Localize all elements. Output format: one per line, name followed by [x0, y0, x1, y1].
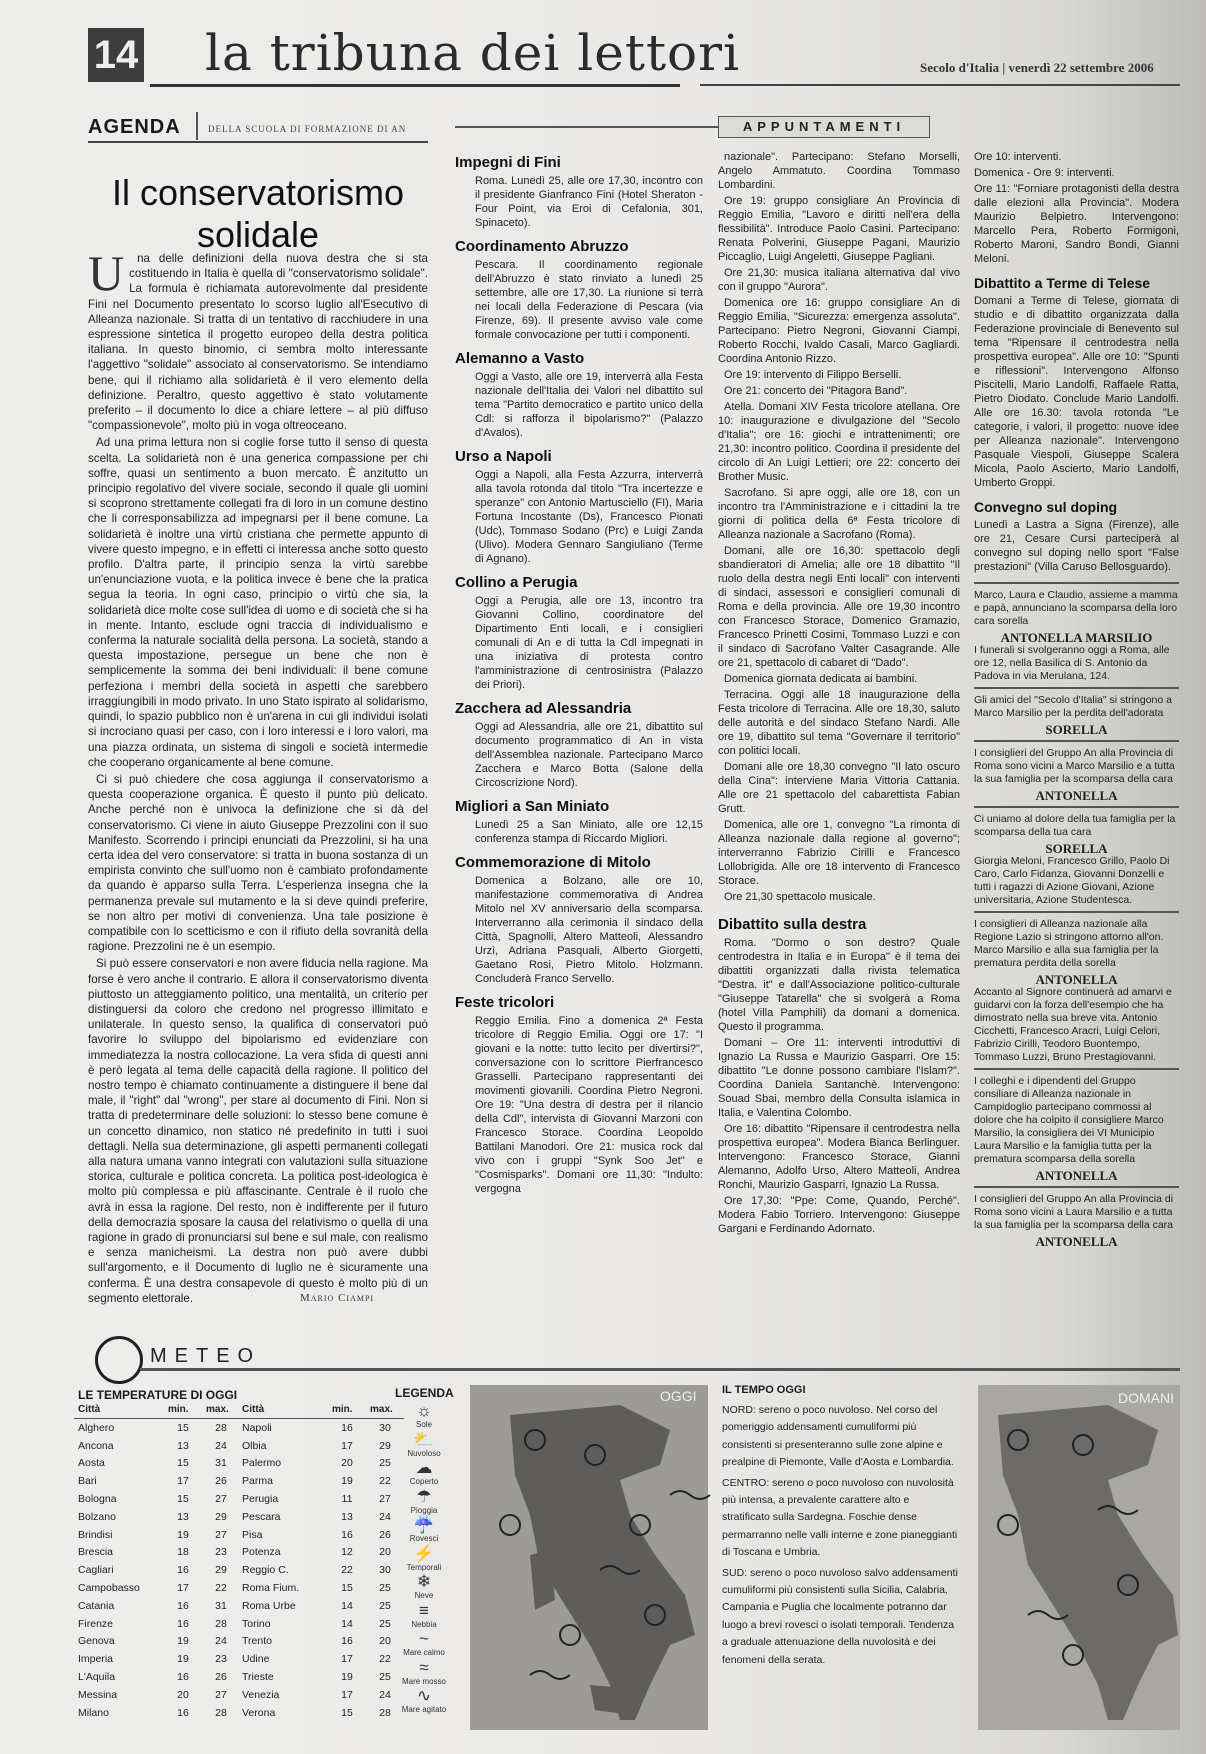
max-temp: 20 — [379, 1546, 391, 1559]
temperature-row — [74, 1633, 240, 1651]
sun-icon: ☼ — [416, 1401, 432, 1420]
italy-landmass — [998, 1405, 1178, 1720]
city-name: Imperia — [78, 1653, 114, 1666]
obituary-text: I consiglieri di Alleanza nazionale alla Regione Lazio si stringono attorno all'on. Marco Marsilio e alla sua famiglia per la prematura perdita della sorella — [974, 918, 1164, 969]
temperature-row — [74, 1472, 240, 1490]
temperature-row — [74, 1597, 240, 1615]
city-name: Venezia — [242, 1688, 280, 1701]
min-temp: 16 — [177, 1617, 189, 1630]
min-temp: 15 — [341, 1582, 353, 1595]
event-text: Roma. Lunedì 25, alle ore 17,30, incontro con il presidente Gianfranco Fini (Hotel Sheraton - Four Point, via Eroi di Cefalonia, 301, Spinaceto). — [475, 175, 703, 229]
obituary-name: ANTONELLA — [1035, 788, 1118, 803]
max-temp: 23 — [215, 1546, 227, 1559]
legend-item — [396, 1659, 452, 1688]
event-title: Dibattito a Terme di Telese — [974, 275, 1151, 291]
legend-label: Neve — [414, 1591, 434, 1600]
event-text: Lunedì a Lastra a Signa (Firenze), alle ore 21, Cesare Cursi parteciperà al convegno sul doping nello sport "False prestazioni" (Villa Caruso Bellosguardo). — [974, 519, 1179, 573]
masthead-date: Secolo d'Italia | venerdì 22 settembre 2006 — [920, 60, 1154, 75]
city-name: Milano — [78, 1706, 109, 1719]
forecast-north: NORD: sereno o poco nuvoloso. Nel corso del pomeriggio addensamenti cumuliformi più consistenti si presenteranno sulle zone alpine e prealpine di Piemonte, Valle d'Aosta e Lombardia. — [722, 1404, 954, 1469]
event-title: Alemanno a Vasto — [455, 350, 585, 367]
legend-item — [396, 1516, 452, 1545]
max-temp: 20 — [379, 1635, 391, 1648]
city-name: Palermo — [242, 1457, 282, 1470]
obituary-name: ANTONELLA — [1035, 972, 1118, 987]
storm-icon: ⚡ — [413, 1543, 435, 1563]
max-temp: 28 — [215, 1617, 227, 1630]
event-text: Oggi a Napoli, alla Festa Azzurra, interverrà alla tavola rotonda dal titolo "Tra incertezze e speranze" con Antonio Martusciello (FI), Maria Fortuna Incostante (Ds), Francesco Pionati (Udc), Tommaso Sodano (Prc) e Luigi Zanda (Ulivo). Modera Gennaro Sangiuliano (Terme di Agnano). — [475, 469, 703, 565]
article-paragraph: Ad una prima lettura non si coglie forse tutto il senso di questa scelta. La solidarietà non è una generica compassione per chi soffre, quasi un sentimento a buon mercato. È anzitutto un principio regolativo del vivere sociale, secondo il quale gli uomini si scoprono strettamente collegati fra di loro in un comune destino che li corresponsabilizza ad impegnarsi per il bene comune. La solidarietà è inoltre una virtù cristiana che permette appunto di vivere questo impegno, e in effetti ci interessa anche sotto questo profilo. D'altra parte, il principio senza la virtù sarebbe un'enunciazione vuota, e la politica invece è bene che la pratica segua la teoria. In ogni caso, principio o virtù che sia, la solidarietà dice molte cose sull'idea di uomo e di società che si ha in mente. Intanto, esclude ogni traccia di individualismo e conferma la naturale socialità della persona. La società, stando a questa impostazione, persegue un bene che non è semplicemente la somma dei beni individuali: il bene comune perfeziona i membri della società in aspetti che sarebbero irraggiungibili in modo privato. In uno Stato ispirato al solidarismo, quindi, lo spazio pubblico non è un'arena in cui gli individui isolati si incrociano quasi per caso, con i loro interessi e i loro valori, ma una piazza ordinata, un sistema di singoli e società intermedie che cooperano organicamente al bene comune. — [88, 436, 428, 769]
obituary-name: ANTONELLA — [1035, 1234, 1118, 1249]
max-temp: 27 — [215, 1688, 227, 1701]
obituaries — [974, 582, 1179, 1252]
event-title: Zacchera ad Alessandria — [455, 700, 632, 717]
city-name: Cagliari — [78, 1564, 114, 1577]
article-paragraph: na delle definizioni della nuova destra che si sta costituendo in Italia è quella di "conservatorismo solidale". La formula è richiamata autorevolmente dal presidente Fini nel Documento presentato lo scorso luglio all'Esecutivo di Alleanza nazionale. Si tratta di un tentativo di racchiudere in una espressione sintetica il progetto europeo della destra politica italiana. In questo binomio, ci sembra molto interessante l'aggettivo "solidale" associato al conservatorismo. Se intendiamo bene, qui il richiamo alla solidarietà è il vero elemento della definizione. Peraltro, questo aggettivo è stato volutamente preferito – il documento lo dice a chiare lettere – al più diffuso "compassionevole", molto più in voga oltreoceano. — [88, 252, 428, 433]
min-temp: 20 — [341, 1457, 353, 1470]
city-name: Catania — [78, 1599, 115, 1612]
article-paragraph: Si può essere conservatori e non avere fiducia nella ragione. Ma forse è vero anche il contrario. E allora il conservatorismo diventa piuttosto un atteggiamento politico, una mentalità, un criterio per distinguersi da coloro che credono nel progresso illimitato e unilaterale. In questo senso, la qualifica di conservatori può favorire lo sviluppo del bipolarismo ed evidenziare con immediatezza la nostra collocazione. La vera sfida di questi anni è però legata al tema delle capacità della ragione. Il politico del nostro tempo è chiamato continuamente a distinguere il bene dal male, il "right" dal "wrong", per stare al documento di Fini. Non si tratta di predeterminare delle soluzioni: lo stesso bene comune è un concetto dinamico, non statico né predefinito in tutti i suoi dettagli. Nella sua determinazione, gli aspetti permanenti collegati alla natura umana vanno integrati con valutazioni sulla situazione storica, culturale e politica concreta. La politica post-ideologica è molto più complessa e più affascinante. Centrale è il ruolo che avrà in essa la ragione. Del resto, non è indifferente per il futuro della democrazia sposare la causa del relativismo o quella di una ragione in grado di pronunciarsi sul bene e sul male, con realismo e senza manicheismi. La destra non può avere dubbi sull'argomento, e il Documento di luglio ne è sicuramente una conferma. È una destra consapevole di questo è molto più di un segmento elettorale. — [88, 957, 428, 1305]
event-text: Ore 21,30 spettacolo musicale. — [724, 891, 876, 903]
city-name: Pisa — [242, 1528, 263, 1541]
city-name: Campobasso — [78, 1582, 140, 1595]
legend-item — [396, 1602, 452, 1631]
legend-item — [396, 1459, 452, 1488]
city-name: Brindisi — [78, 1528, 113, 1541]
min-temp: 16 — [341, 1421, 353, 1434]
event-text: Domani a Terme di Telese, giornata di studio e di dibattito organizzata dalla Federazione provinciale di Benevento sul tema "Ripensare il centrodestra nella prospettiva europea". Alle ore 10: "Spunti e riflessioni". Intervengono Alfonso Piscitelli, Mario Landolfi, Raffaele Ratta, Pietro Diodato. Conclude Mario Landolfi. Alle ore 16.30: tavola rotonda "Le categorie, i valori, il progetto: nuove idee per Alleanza nazionale". Intervengono Pasquale Viespoli, Giuseppe Scalera Micola, Paolo Ascierto, Mario Landolfi, Umberto Groppi. — [974, 295, 1179, 489]
italy-map-tomorrow — [978, 1385, 1180, 1730]
temperature-row — [238, 1704, 404, 1722]
temperature-row — [74, 1455, 240, 1473]
obituary-notice — [974, 687, 1179, 740]
min-temp: 14 — [341, 1599, 353, 1612]
temperatures-title: LE TEMPERATURE DI OGGI — [78, 1388, 238, 1402]
meteo-rule — [140, 1368, 1180, 1371]
min-temp: 13 — [177, 1510, 189, 1523]
city-name: L'Aquila — [78, 1671, 116, 1684]
temperatures-table-2 — [238, 1404, 404, 1722]
max-temp: 24 — [215, 1439, 227, 1452]
event-text: Ore 21: concerto dei "Pitagora Band". — [724, 385, 908, 397]
drop-cap: U — [88, 245, 125, 301]
event-title: Urso a Napoli — [455, 448, 552, 465]
event-text: Atella. Domani XIV Festa tricolore atellana. Ore 10: inaugurazione e divulgazione del "Secolo d'Italia"; ore 16: giochi e intrattenimenti; ore 21,30: incontro politico. Coordina il presidente del circolo di An Luigi Lettieri; ore 22: concerto dei Brother Music. — [718, 401, 960, 483]
city-name: Torino — [242, 1617, 271, 1630]
event-title: Dibattito sulla destra — [718, 916, 867, 933]
legend-item — [396, 1687, 452, 1716]
legend-item — [396, 1630, 452, 1659]
max-temp: 25 — [379, 1457, 391, 1470]
obituary-notice — [974, 1186, 1179, 1252]
max-temp: 25 — [379, 1617, 391, 1630]
temperature-row — [238, 1526, 404, 1544]
min-temp: 12 — [341, 1546, 353, 1559]
temperature-row — [74, 1561, 240, 1579]
obituary-text: Marco, Laura e Claudio, assieme a mamma e papà, annunciano la scomparsa della loro cara sorella — [974, 589, 1178, 627]
obituary-text: I consiglieri del Gruppo An alla Provincia di Roma sono vicini a Laura Marsilio e a tutta la sua famiglia per la scomparsa della cara — [974, 1193, 1174, 1231]
max-temp: 25 — [379, 1599, 391, 1612]
max-temp: 29 — [379, 1439, 391, 1452]
obituary-name: SORELLA — [1045, 841, 1108, 856]
event-text: nazionale". Partecipano: Stefano Morselli, Angelo Ammatuto. Coordina Tommaso Lombardini. — [718, 151, 960, 191]
weather-legend — [396, 1402, 452, 1716]
events-column-1 — [455, 156, 703, 1316]
cloud-icon: ☁ — [415, 1458, 433, 1477]
legend-title: LEGENDA — [395, 1386, 454, 1400]
city-header: Città — [238, 1404, 328, 1419]
legend-item — [396, 1573, 452, 1602]
min-temp: 19 — [177, 1528, 189, 1541]
event-title: Coordinamento Abruzzo — [455, 238, 629, 255]
event-title: Feste tricolori — [455, 994, 555, 1011]
sun-icon — [1063, 1645, 1083, 1665]
article-paragraph: Ci si può chiedere che cosa aggiunga il conservatorismo a questa cooperazione organica. È questo il punto più delicato. Anche perché non è univoca la definizione che si dà del conservatorismo. Ci viene in aiuto Giuseppe Prezzolini con il suo Manifesto. Scorrendo i principi enunciati da Prezzolini, si ha una certa idea del vero conservatore: si tratta in buona sostanza di un empirista convinto che sull'uomo non è cambiato profondamente da quando è apparso sulla Terra. L'esperienza insegna che la permanenza prevale sul mutamento e la si deve quindi preferire, se non altro per motivi di convenienza. Una tale posizione è compatibile con lo scetticismo e con il rifiuto della sovranità della ragione. Prezzolini ne è un esempio. — [88, 772, 428, 954]
min-temp: 19 — [341, 1671, 353, 1684]
max-temp: 23 — [215, 1653, 227, 1666]
forecast-text — [722, 1402, 960, 1672]
appuntamenti-label: APPUNTAMENTI — [718, 116, 930, 138]
legend-label: Nebbia — [411, 1619, 437, 1629]
rain-icon: ☂ — [416, 1486, 432, 1506]
obituary-name: ANTONELLA — [1035, 1168, 1118, 1183]
obituary-text: I colleghi e i dipendenti del Gruppo consiliare di Alleanza nazionale in Campidoglio partecipano commossi al dolore che ha colpito il consigliere Marco Marsilio, la consigliera dei VI Municipio Laura Marsilio e la famiglia tutta per la prematura scomparsa della sorella — [974, 1075, 1164, 1165]
forecast-center: CENTRO: sereno o poco nuvoloso con nuvolosità più intensa, a prevalente carattere alto e stratificato sulla Sardegna. Foschie dense permarranno nelle valli interne e zone pianeggianti di Toscana e Umbria. — [722, 1476, 958, 1559]
event-text: Domani – Ore 11: interventi introduttivi di Ignazio La Russa e Maurizio Gasparri. Ore 15: dibattito "Le donne possono cambiare l'Islam?". Coordina Daniela Santanchè. Intervengono: Souad Sbai, membro della Consulta islamica in Italia, e Valentina Colombo. — [718, 1037, 960, 1119]
city-name: Roma Urbe — [242, 1599, 296, 1612]
city-name: Potenza — [242, 1546, 281, 1559]
article-headline: Il conservatorismo solidale — [111, 172, 405, 256]
event-text: Oggi a Vasto, alle ore 19, interverrà alla Festa nazionale dell'Italia dei Valori nel dibattito sul tema "Partito democratico e partito unico della Cdl: si rafforza il bipolarismo?" (Palazzo d'Avalos). — [475, 371, 703, 439]
city-name: Roma Fium. — [242, 1582, 300, 1595]
min-temp: 22 — [341, 1564, 353, 1577]
max-temp: 28 — [379, 1706, 391, 1719]
event-text: Oggi ad Alessandria, alle ore 21, dibattito sul documento programmatico di An in vista dell'Assemblea nazionale. Partecipano Marco Zacchera e Marco Botta (Salone della Circoscrizione Nord). — [475, 721, 703, 789]
min-temp: 19 — [341, 1475, 353, 1488]
article-author: Mario Ciampi — [300, 1292, 375, 1304]
min-temp: 17 — [341, 1688, 353, 1701]
obituary-text: I consiglieri del Gruppo An alla Provincia di Roma sono vicini a Marco Marsilio e a tutta la sua famiglia per la scomparsa della cara — [974, 747, 1175, 785]
legend-item — [396, 1402, 452, 1431]
event-title: Impegni di Fini — [455, 154, 561, 171]
min-temp: 11 — [341, 1493, 353, 1506]
page-number: 14 — [88, 28, 144, 82]
city-name: Perugia — [242, 1493, 279, 1506]
event-text: Ore 17,30: "Ppe: Come, Quando, Perché". Modera Fabio Torriero. Intervengono: Giuseppe Gargani e Ferdinando Adornato. — [718, 1195, 960, 1235]
min-temp: 17 — [177, 1475, 189, 1488]
moderate-sea-icon: ≈ — [419, 1657, 429, 1677]
fog-icon: ≡ — [419, 1600, 429, 1620]
max-temp: 27 — [379, 1493, 391, 1506]
obituary-extra: Accanto al Signore continuerà ad amarvi e guidarvi con la forza dell'esempio che ha dimostrato nella sua breve vita. Antonio Cicchetti, Francesco Aracri, Luigi Celori, Fabrizio Cirilli, Teodoro Buontempo, Tommaso Luzzi, Bruno Prestagiovanni. — [974, 986, 1172, 1063]
min-temp: 17 — [341, 1439, 353, 1452]
event-text: Domenica ore 16: gruppo consigliare An di Reggio Emilia, "Sicurezza: emergenza assoluta". Partecipano: Pietro Negroni, Giovanni Ciampi, Roberto Rocchi, Ivaldo Casali, Marco Gagliardi. Coordina Antonio Rizzo. — [718, 297, 960, 365]
event-text: Ore 19: intervento di Filippo Berselli. — [724, 369, 902, 381]
event-text: Ore 10: interventi. — [974, 151, 1062, 163]
temperature-row — [238, 1472, 404, 1490]
event-text: Pescara. Il coordinamento regionale dell'Abruzzo è stato rinviato a lunedì 25 settembre, alle ore 17,30. La riunione si terrà nei locali della Federazione di Pescara (via Firenze, 69). Il presente avviso vale come formale convocazione per tutti i componenti. — [475, 259, 703, 341]
obituary-extra: I funerali si svolgeranno oggi a Roma, alle ore 12, nella Basilica di S. Antonio da Padova in via Merulana, 124. — [974, 644, 1170, 682]
events-column-3 — [974, 150, 1179, 1310]
max-temp: 31 — [215, 1457, 227, 1470]
event-text: Terracina. Oggi alle 18 inaugurazione della Festa tricolore di Terracina. Alle ore 18,30, saluto delle autorità e del sindaco Stefano Nardi. Alle ore 19, dibattito sul tema "Governare il territorio" con politici locali. — [718, 689, 960, 757]
calm-sea-icon: ~ — [419, 1629, 429, 1648]
max-temp: 22 — [215, 1582, 227, 1595]
max-header: max. — [366, 1404, 404, 1419]
min-temp: 16 — [177, 1671, 189, 1684]
masthead-rule — [700, 84, 1180, 86]
event-text: Lunedì 25 a San Miniato, alle ore 12,15 conferenza stampa di Riccardo Migliori. — [475, 819, 703, 845]
max-temp: 24 — [379, 1688, 391, 1701]
legend-item — [396, 1431, 452, 1460]
event-text: Oggi a Perugia, alle ore 13, incontro tra Giovanni Collino, coordinatore del Dipartimento Enti locali, e i consiglieri comunali di An e di tutta la Cdl impegnati in una iniziativa di protesta contro l'amministrazione di centrosinistra (Palazzo dei Priori). — [475, 595, 703, 691]
obituary-notice — [974, 582, 1179, 687]
max-header: max. — [202, 1404, 240, 1419]
min-temp: 15 — [177, 1493, 189, 1506]
min-temp: 19 — [177, 1635, 189, 1648]
temperature-row — [238, 1633, 404, 1651]
max-temp: 22 — [379, 1653, 391, 1666]
event-text: Sacrofano. Si apre oggi, alle ore 18, con un incontro tra l'Amministrazione e i cittadini la tre giorni di politica della 6ª Festa tricolore di Alleanza nazionale a Sacrofano (Roma). — [718, 487, 960, 541]
showers-icon: ☔ — [413, 1515, 435, 1534]
city-name: Firenze — [78, 1617, 114, 1630]
event-text: Domenica - Ore 9: interventi. — [974, 167, 1115, 179]
legend-label: Mare calmo — [403, 1648, 445, 1657]
temperature-row — [74, 1615, 240, 1633]
city-name: Verona — [242, 1706, 276, 1719]
event-text: Domenica a Bolzano, alle ore 10, manifestazione commemorativa di Andrea Mitolo nel XV anniversario della scomparsa. Interverranno alla cerimonia il sindaco della Città, Spagnolli, Altero Matteoli, Alessandro Urzì, Adriana Pasquali, Alberto Giorgetti, Gaetano Rosi, Pietro Mitolo. Holzmann. Concluderà Franco Servello. — [475, 875, 703, 985]
legend-label: Sole — [415, 1420, 432, 1429]
temperature-row — [74, 1704, 240, 1722]
temperature-row — [74, 1668, 240, 1686]
max-temp: 29 — [215, 1564, 227, 1577]
forecast-south: SUD: sereno o poco nuvoloso salvo addensamenti cumuliformi più consistenti sulla Sicilia, Calabria, Campania e Puglia che localmente potranno dar luogo a brevi rovesci o isolati temporali. Tendenza a graduale attenuazione della nuvolosità e dei fenomeni della serata. — [722, 1566, 958, 1666]
city-header: Città — [74, 1404, 164, 1419]
legend-label: Pioggia — [410, 1505, 438, 1515]
event-title: Migliori a San Miniato — [455, 798, 610, 815]
max-temp: 27 — [215, 1528, 227, 1541]
event-text: Reggio Emilia. Fino a domenica 2ª Festa tricolore di Reggio Emilia. Oggi ore 17: "I giovani e la notte: tutto lecito per divertirsi?", conversazione con lo scrittore Pierfrancesco Grasselli. Partecipano rappresentanti dei movimenti giovanili. Coordina Pietro Negroni. Ore 19: "Una destra di destra per il rilancio della Cdl", intervista di Giovanni Marzoni con Francesco Storace. Coordina Leopoldo Battilani Manodori. Ore 21: musica rock dal vivo con i gruppi "Synk Soo Jet" e "Cosmisparks". Domani ore 11,30: "Indulto: vergogna — [475, 1015, 703, 1195]
city-name: Genova — [78, 1635, 115, 1648]
legend-label: Rovesci — [409, 1534, 439, 1543]
min-temp: 15 — [177, 1421, 189, 1434]
forecast-title: IL TEMPO OGGI — [722, 1384, 806, 1396]
max-temp: 30 — [379, 1421, 391, 1434]
agenda-rule — [88, 141, 428, 143]
max-temp: 22 — [379, 1475, 391, 1488]
obituary-text: Ci uniamo al dolore della tua famiglia per la scomparsa della tua cara — [974, 813, 1176, 838]
obituary-notice — [974, 1068, 1179, 1186]
event-title: Commemorazione di Mitolo — [455, 854, 651, 871]
min-temp: 13 — [177, 1439, 189, 1452]
obituary-extra: Giorgia Meloni, Francesco Grillo, Paolo Di Caro, Carlo Fidanza, Giovanni Donzelli e tutti i ragazzi di Azione Giovani, Azione universitaria, Azione Studentesca. — [974, 855, 1170, 906]
min-temp: 17 — [177, 1582, 189, 1595]
rough-sea-icon: ∿ — [416, 1686, 432, 1705]
min-temp: 16 — [177, 1706, 189, 1719]
city-name: Trento — [242, 1635, 272, 1648]
max-temp: 30 — [379, 1564, 391, 1577]
max-temp: 27 — [215, 1493, 227, 1506]
agenda-subtitle: DELLA SCUOLA DI FORMAZIONE DI AN — [208, 124, 407, 134]
city-name: Reggio C. — [242, 1564, 289, 1577]
max-temp: 24 — [379, 1510, 391, 1523]
city-name: Alghero — [78, 1421, 115, 1434]
event-text: Domenica giornata dedicata ai bambini. — [724, 673, 918, 685]
sea-wave-icon — [670, 1491, 710, 1499]
max-temp: 28 — [215, 1421, 227, 1434]
min-temp: 16 — [341, 1635, 353, 1648]
italy-map-today — [470, 1385, 708, 1730]
temperature-row — [74, 1686, 240, 1704]
legend-label: Nuvoloso — [407, 1448, 441, 1458]
city-name: Messina — [78, 1688, 118, 1701]
legend-label: Mare mosso — [401, 1676, 446, 1686]
event-text: Roma. "Dormo o son destro? Quale centrodestra in Italia e in Europa" è il tema dei dibattiti organizzati dalla rivista telematica "Destra. it" e dall'Associazione politico-culturale "Giuseppe Tatarella" che si svolgerà a Roma (hotel Villa Pamphili) da domani a domenica. Questo il programma. — [718, 937, 960, 1033]
max-temp: 31 — [215, 1599, 227, 1612]
temperature-row — [238, 1419, 404, 1437]
obituary-notice — [974, 806, 1179, 911]
temperature-row — [238, 1615, 404, 1633]
temperatures-table-1 — [74, 1404, 240, 1722]
temperature-row — [74, 1579, 240, 1597]
event-title: Convegno sul doping — [974, 499, 1118, 515]
title-rule — [150, 84, 680, 87]
legend-label: Coperto — [409, 1477, 439, 1486]
city-name: Bolzano — [78, 1510, 116, 1523]
temperature-row — [74, 1508, 240, 1526]
meteo-label: METEO — [150, 1345, 262, 1367]
obituary-notice — [974, 911, 1179, 1068]
temperature-row — [238, 1668, 404, 1686]
min-header: min. — [328, 1404, 366, 1419]
event-text: Ore 11: "Forniare protagonisti della destra dalle elezioni alla Provincia". Modera Maurizio Belpietro. Intervengono: Marcello Pera, Roberto Formigoni, Roberto Maroni, Sandro Bondi, Gianni Meloni. — [974, 183, 1179, 265]
min-header: min. — [164, 1404, 202, 1419]
temperature-row — [238, 1437, 404, 1455]
event-text: Domani alle ore 18,30 convegno "Il lato oscuro della Cina": interviene Maria Vittoria Cattania. Alle ore 21 spettacolo del cabarettista Fabian Grutt. — [718, 761, 960, 815]
city-name: Parma — [242, 1475, 273, 1488]
temperature-row — [74, 1544, 240, 1562]
city-name: Napoli — [242, 1421, 272, 1434]
temperature-row — [74, 1437, 240, 1455]
max-temp: 26 — [215, 1475, 227, 1488]
agenda-divider — [196, 112, 198, 140]
obituary-text: Gli amici del "Secolo d'Italia" si stringono a Marco Marsilio per la perdita dell'adorata — [974, 694, 1172, 719]
max-temp: 29 — [215, 1510, 227, 1523]
section-title: la tribuna dei lettori — [205, 24, 741, 82]
city-name: Brescia — [78, 1546, 114, 1559]
temperature-row — [238, 1490, 404, 1508]
obituary-notice — [974, 740, 1179, 806]
event-text: Domani, alle ore 16,30: spettacolo degli sbandieratori di Amelia; alle ore 18 dibattito "Il ruolo della destra negli Enti locali" con interventi di sindaci, assessori e consiglieri comunali di Roma e della provincia. Alle ore 19,30 incontro con Francesco Storace, Domenico Gramazio, Francesco Prinetti Cosimi, Tommaso Luzzi e con il sindaco di Sacrofano Valter Casagrande. Alle ore 21, spettacolo di cabaret di "Dado". — [718, 545, 960, 669]
cloud-sun-icon: ⛅ — [413, 1429, 435, 1449]
event-title: Collino a Perugia — [455, 574, 578, 591]
snow-icon: ❄ — [416, 1572, 432, 1591]
max-temp: 28 — [215, 1706, 227, 1719]
min-temp: 14 — [341, 1617, 353, 1630]
legend-item — [396, 1488, 452, 1517]
city-name: Pescara — [242, 1510, 281, 1523]
temperature-row — [74, 1490, 240, 1508]
city-name: Aosta — [78, 1457, 105, 1470]
min-temp: 19 — [177, 1653, 189, 1666]
event-text: Ore 16: dibattito "Ripensare il centrodestra nella prospettiva europea". Modera Bianca Berlinguer. Intervengono: Francesco Storace, Gianni Alemanno, Adolfo Urso, Altero Matteoli, Andrea Ronchi, Maurizio Gasparri, Ignazio La Russa. — [718, 1123, 960, 1191]
event-text: Domenica, alle ore 1, convegno "La rimonta di Alleanza nazionale dalla regione al governo"; interverranno Fabrizio Cirilli e Francesco Lollobrigida. Alle ore 18 intervento di Francesco Storace. — [718, 819, 960, 887]
min-temp: 16 — [177, 1599, 189, 1612]
temperature-row — [238, 1544, 404, 1562]
temperature-row — [238, 1508, 404, 1526]
event-text: Ore 19: gruppo consigliare An Provincia di Reggio Emilia, "Lavoro e diritti nell'era della flessibilità". Introduce Paolo Casini. Partecipano: Renata Polverini, Giuseppe Pagani, Maurizio Piccaglio, Luigi Angeletti, Giuseppe Pagliani. — [718, 195, 960, 263]
event-text: Ore 21,30: musica italiana alternativa dal vivo con il gruppo "Aurora". — [718, 267, 960, 293]
temperature-row — [238, 1579, 404, 1597]
min-temp: 15 — [177, 1457, 189, 1470]
sun-icon — [500, 1515, 520, 1535]
city-name: Olbia — [242, 1439, 267, 1452]
temperature-row — [74, 1526, 240, 1544]
legend-label: Temporali — [406, 1562, 442, 1572]
city-name: Bologna — [78, 1493, 117, 1506]
temperature-row — [238, 1650, 404, 1668]
obituary-name: SORELLA — [1045, 722, 1108, 737]
city-name: Bari — [78, 1475, 97, 1488]
city-name: Udine — [242, 1653, 270, 1666]
events-column-2 — [718, 150, 960, 1310]
min-temp: 18 — [177, 1546, 189, 1559]
city-name: Ancona — [78, 1439, 114, 1452]
city-name: Trieste — [242, 1671, 274, 1684]
max-temp: 24 — [215, 1635, 227, 1648]
weather-map-tomorrow — [978, 1385, 1180, 1730]
legend-label: Mare agitato — [401, 1705, 447, 1714]
max-temp: 26 — [215, 1671, 227, 1684]
temperature-row — [74, 1419, 240, 1437]
temperature-row — [74, 1650, 240, 1668]
min-temp: 16 — [341, 1528, 353, 1541]
min-temp: 16 — [177, 1564, 189, 1577]
map-tomorrow-label: DOMANI — [1118, 1390, 1174, 1406]
sun-logo-icon — [95, 1336, 143, 1384]
min-temp: 20 — [177, 1688, 189, 1701]
min-temp: 13 — [341, 1510, 353, 1523]
sun-icon — [998, 1515, 1018, 1535]
temperature-row — [238, 1686, 404, 1704]
temperature-row — [238, 1561, 404, 1579]
max-temp: 26 — [379, 1528, 391, 1541]
temperature-row — [238, 1455, 404, 1473]
sun-icon — [560, 1625, 580, 1645]
min-temp: 15 — [341, 1706, 353, 1719]
max-temp: 25 — [379, 1671, 391, 1684]
map-today-label: OGGI — [660, 1388, 697, 1404]
sea-wave-icon — [530, 1671, 570, 1679]
temperature-row — [238, 1597, 404, 1615]
agenda-label: AGENDA — [88, 116, 181, 138]
max-temp: 25 — [379, 1582, 391, 1595]
obituary-name: ANTONELLA MARSILIO — [1000, 630, 1153, 645]
legend-item — [396, 1545, 452, 1574]
min-temp: 17 — [341, 1653, 353, 1666]
weather-map-today — [470, 1385, 708, 1730]
